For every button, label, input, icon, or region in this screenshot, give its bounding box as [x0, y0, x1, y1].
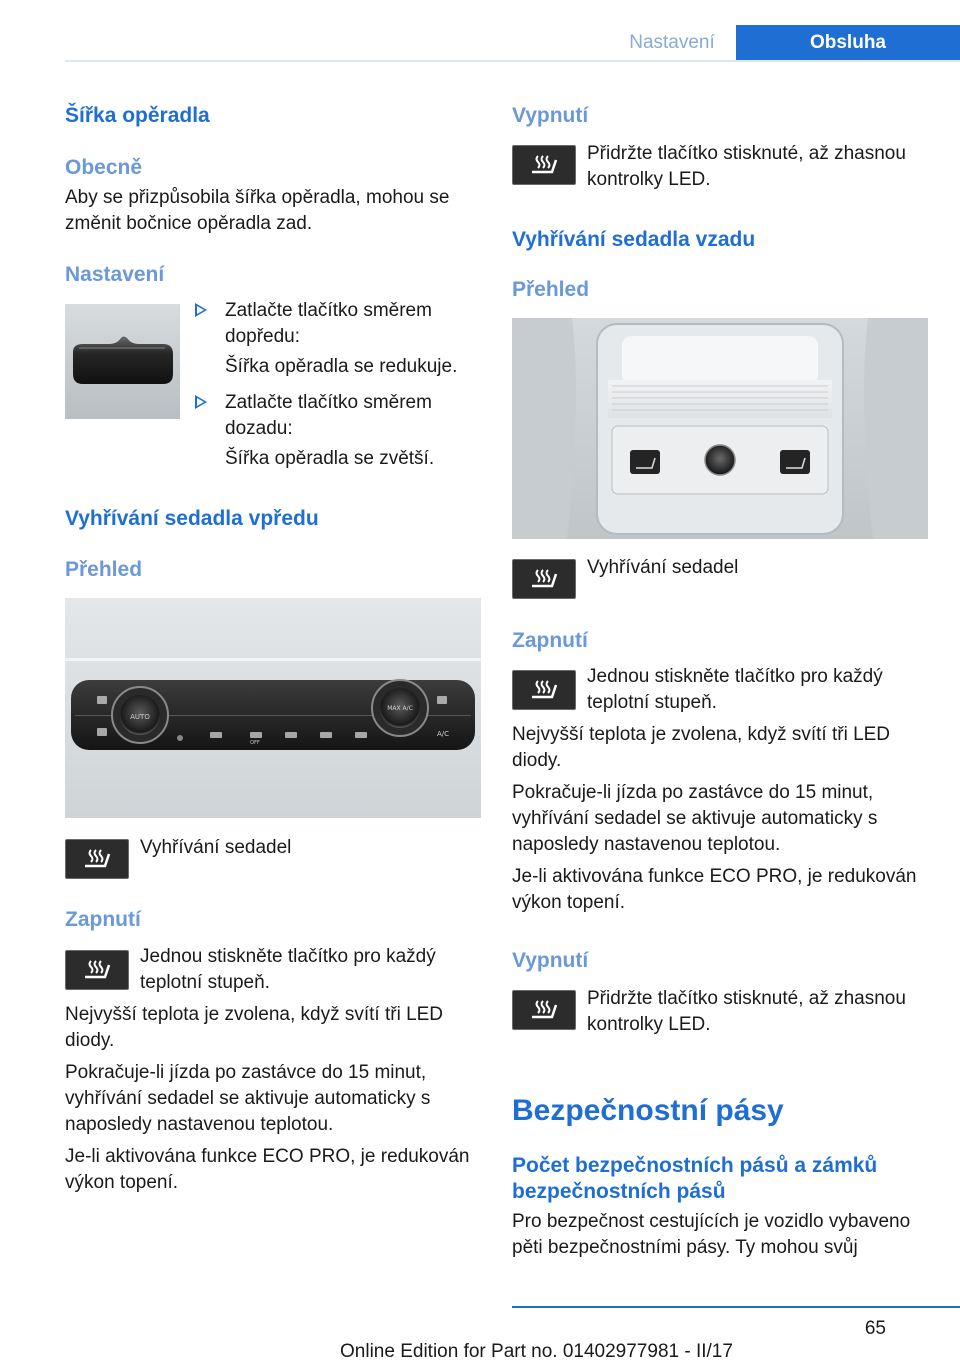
seat-heating-icon	[512, 559, 576, 599]
seat-heating-icon	[512, 145, 576, 185]
seat-heating-icon	[512, 670, 576, 710]
subheading-prehled: Přehled	[65, 558, 143, 581]
bullet-text: Zatlačte tlačítko směrem dozadu:	[225, 392, 432, 439]
header-rule	[65, 60, 960, 62]
paragraph-pokracuje: Pokračuje-li jízda po zastávce do 15 minut, vyhřívání sedadel se aktivuje automaticky s naposledy nastavenou teplotou.	[512, 782, 878, 855]
paragraph-pocet-pasu: Pro bezpečnost cestujících je vozidlo vybaveno pěti bezpečnostními pásy. Ty mohou svůj	[512, 1211, 911, 1258]
edition-text: Online Edition for Part no. 01402977981 - II/17	[340, 1341, 733, 1362]
front-climate-panel-photo	[65, 598, 481, 818]
subheading-zapnuti: Zapnutí	[65, 908, 141, 931]
icon-caption-vyhrivani: Vyhřívání sedadel	[587, 557, 739, 578]
subheading-prehled: Přehled	[512, 278, 590, 301]
bullet-result: Šířka opěradla se zvětší.	[225, 448, 435, 469]
vypnuti-text: Přidržte tlačítko stisknuté, až zhasnou kontrolky LED.	[587, 988, 906, 1035]
vypnuti-text: Přidržte tlačítko stisknuté, až zhasnou kontrolky LED.	[587, 143, 906, 190]
footer-rule	[512, 1306, 960, 1308]
obecne-text: Aby se přizpůsobila šířka opěradla, mohou se změnit bočnice opěradla zad.	[65, 187, 450, 234]
subheading-nastaveni: Nastavení	[65, 263, 165, 286]
heading-vyhrivani-vpredu: Vyhřívání sedadla vpředu	[65, 507, 319, 530]
panel-ac-label: A/C	[436, 730, 450, 738]
header-tabs	[608, 25, 960, 61]
paragraph-eco-pro: Je-li aktivována funkce ECO PRO, je redukován výkon topení.	[65, 1146, 470, 1193]
seat-heating-icon	[512, 990, 576, 1030]
panel-auto-label: AUTO	[130, 713, 150, 721]
subheading-obecne: Obecně	[65, 156, 143, 179]
bullet-result: Šířka opěradla se redukuje.	[225, 356, 458, 377]
icon-caption-vyhrivani: Vyhřívání sedadel	[140, 837, 292, 858]
subheading-zapnuti: Zapnutí	[512, 629, 588, 652]
heading-bezpecnostni-pasy: Bezpečnostní pásy	[512, 1094, 784, 1127]
page-number: 65	[864, 1318, 886, 1339]
heading-sirka-operadla: Šířka opěradla	[65, 104, 210, 127]
heading-vyhrivani-vzadu: Vyhřívání sedadla vzadu	[512, 228, 756, 251]
bullet-item	[191, 390, 481, 472]
panel-off-label: OFF	[250, 740, 260, 746]
zapnuti-text: Jednou stiskněte tlačítko pro každý teplotní stupeň.	[140, 946, 436, 993]
paragraph-max-teplota: Nejvyšší teplota je zvolena, když svítí tři LED diody.	[512, 724, 891, 771]
paragraph-max-teplota: Nejvyšší teplota je zvolena, když svítí tři LED diody.	[65, 1004, 444, 1051]
seat-heating-icon	[65, 839, 129, 879]
triangle-bullet-icon	[195, 303, 207, 317]
paragraph-eco-pro: Je-li aktivována funkce ECO PRO, je redukován výkon topení.	[512, 866, 917, 913]
triangle-bullet-icon	[195, 395, 207, 409]
bullet-text: Zatlačte tlačítko směrem dopředu:	[225, 300, 432, 347]
heading-pocet-pasu: Počet bezpečnostních pásů a zámků bezpečnostních pásů	[512, 1154, 878, 1203]
seat-heating-icon	[65, 950, 129, 990]
tab-obsluha[interactable]: Obsluha	[736, 25, 960, 61]
panel-max-ac-label: MAX A/C	[387, 705, 413, 712]
backrest-button-photo	[65, 304, 180, 419]
subheading-vypnuti: Vypnutí	[512, 104, 589, 127]
tab-nastaveni[interactable]: Nastavení	[629, 32, 715, 53]
paragraph-pokracuje: Pokračuje-li jízda po zastávce do 15 minut, vyhřívání sedadel se aktivuje automaticky s naposledy nastavenou teplotou.	[65, 1062, 431, 1135]
rear-console-photo	[512, 318, 928, 539]
nastaveni-bullet-list	[191, 298, 481, 472]
zapnuti-text: Jednou stiskněte tlačítko pro každý teplotní stupeň.	[587, 666, 883, 713]
subheading-vypnuti: Vypnutí	[512, 949, 589, 972]
bullet-item	[191, 298, 481, 380]
